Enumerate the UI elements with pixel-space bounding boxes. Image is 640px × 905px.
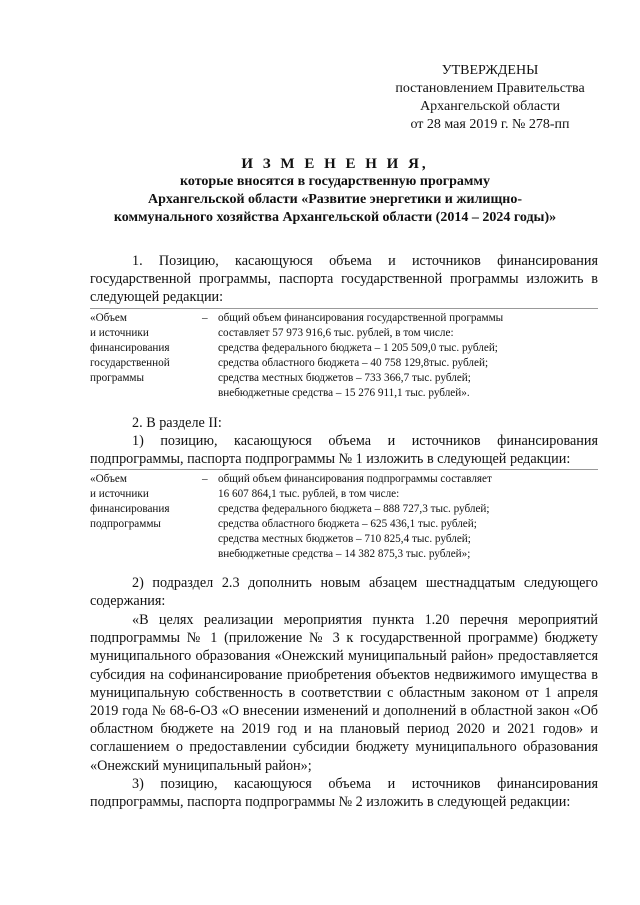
label-line: и источники [90, 488, 149, 500]
table-1-dash: – [202, 312, 208, 324]
label-line: и источники [90, 327, 149, 339]
value-line: средства федерального бюджета – 1 205 509,0 тыс. рублей; [218, 342, 498, 354]
table-2-divider [90, 469, 598, 470]
table-2-label [90, 472, 198, 532]
label-line: финансирования [90, 503, 170, 515]
item-2-2-quote: «В целях реализации мероприятия пункта 1.20 перечня мероприятий подпрограммы № 1 (приложение № 3 к государственной программе) бюджету муниципального образования «Онежский муниципальный район» предоставляется субсидия на софинансирование приобретения объектов недвижимого имущества в муниципальную собственность в соответствии с областным законом от 1 апреля 2019 года № 68-6-ОЗ «О внесении изменений и дополнений в областной закон «Об областном бюджете на 2019 год и на плановый период 2020 и 2021 годов» и соглашением о предоставлении субсидии бюджету муниципального образования «Онежский муниципальный район»; [90, 612, 598, 774]
label-line: «Объем [90, 312, 127, 324]
heading-line: коммунального хозяйства Архангельской области (2014 – 2024 годы)» [113, 210, 557, 225]
label-line: «Объем [90, 473, 127, 485]
item-2-3-paragraph: 3) позицию, касающуюся объема и источников финансирования подпрограммы, паспорта подпрограммы № 2 изложить в следующей редакции: [90, 776, 598, 811]
value-line: внебюджетные средства – 15 276 911,1 тыс. рублей». [218, 387, 470, 399]
table-2-dash: – [202, 473, 208, 485]
label-line: финансирования [90, 342, 170, 354]
value-line: средства областного бюджета – 40 758 129,8тыс. рублей; [218, 357, 489, 369]
value-line: средства федерального бюджета – 888 727,3 тыс. рублей; [218, 503, 490, 515]
heading-line: Архангельской области «Развитие энергетики и жилищно- [147, 192, 523, 207]
item-1-paragraph: 1. Позицию, касающуюся объема и источников финансирования государственной программы, паспорта государственной программы изложить в следующей редакции: [90, 253, 598, 306]
value-line: 16 607 864,1 тыс. рублей, в том числе: [218, 488, 400, 500]
item-2-1-paragraph: 1) позицию, касающуюся объема и источников финансирования подпрограммы, паспорта подпрограммы № 1 изложить в следующей редакции: [90, 433, 598, 468]
approval-line: постановлением Правительства [395, 81, 585, 96]
document-heading [80, 155, 590, 227]
table-1-label [90, 311, 198, 386]
approval-title: УТВЕРЖДЕНЫ [441, 63, 539, 78]
value-line: составляет 57 973 916,6 тыс. рублей, в том числе: [218, 327, 454, 339]
value-line: средства местных бюджетов – 710 825,4 тыс. рублей; [218, 533, 471, 545]
table-2-values [218, 472, 588, 562]
label-line: государственной [90, 357, 170, 369]
table-1 [90, 311, 598, 407]
heading-title: И З М Е Н Е Н И Я, [241, 156, 429, 172]
value-line: средства местных бюджетов – 733 366,7 тыс. рублей; [218, 372, 471, 384]
table-2 [90, 472, 598, 568]
heading-line: которые вносятся в государственную программу [180, 174, 490, 189]
item-2-2-paragraph: 2) подраздел 2.3 дополнить новым абзацем шестнадцатым следующего содержания: [90, 575, 598, 610]
label-line: подпрограммы [90, 518, 161, 530]
approval-line: Архангельской области [420, 99, 560, 114]
value-line: общий объем финансирования подпрограммы составляет [218, 473, 492, 485]
value-line: общий объем финансирования государственной программы [218, 312, 504, 324]
label-line: программы [90, 372, 144, 384]
table-1-values [218, 311, 588, 401]
approval-date: от 28 мая 2019 г. № 278-пп [410, 117, 570, 132]
table-1-divider [90, 308, 598, 309]
value-line: средства областного бюджета – 625 436,1 тыс. рублей; [218, 518, 477, 530]
value-line: внебюджетные средства – 14 382 875,3 тыс. рублей»; [218, 548, 471, 560]
approval-block [380, 62, 600, 134]
item-2-paragraph: 2. В разделе II: [132, 415, 222, 431]
